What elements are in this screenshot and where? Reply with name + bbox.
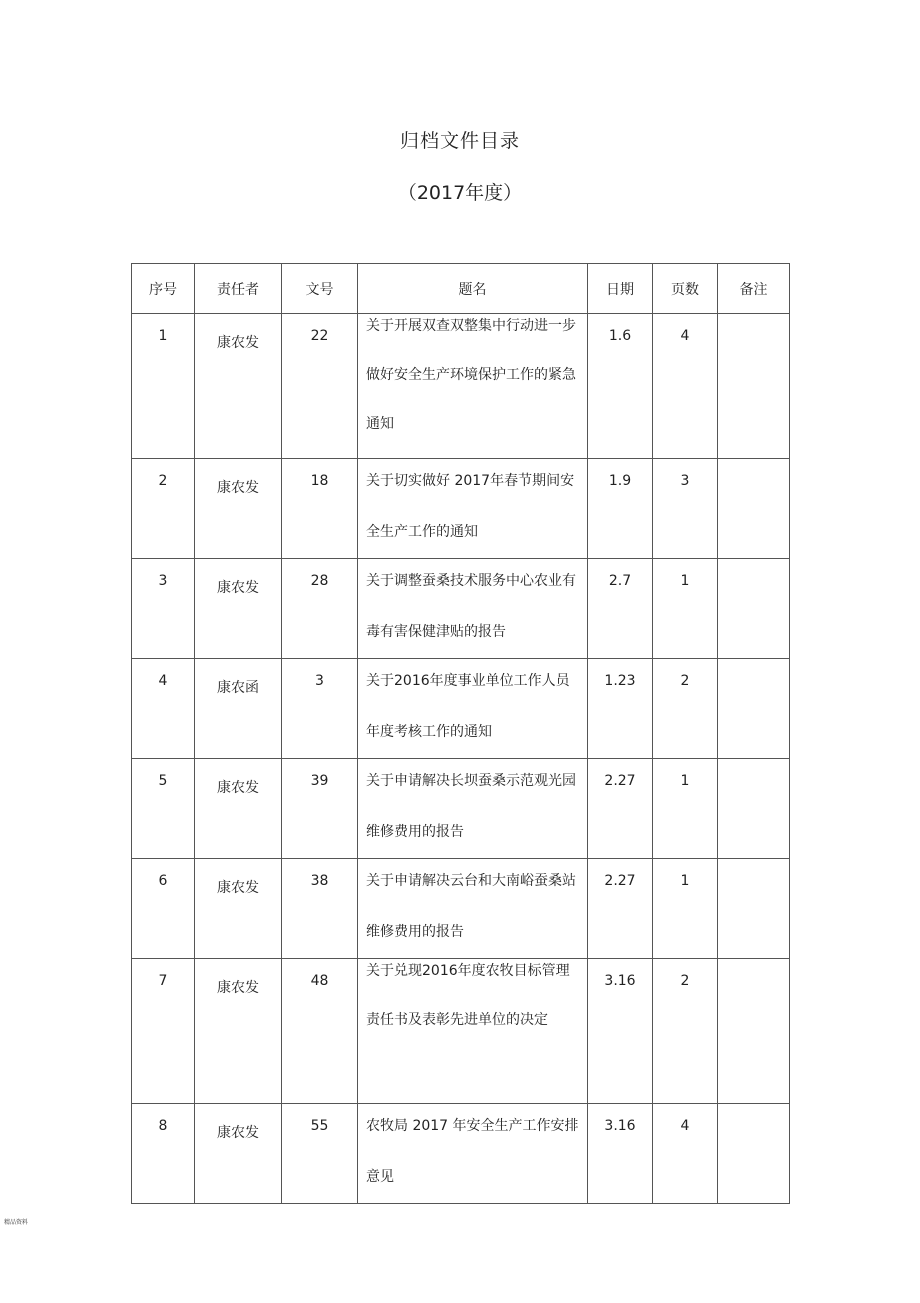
cell-title-text: 关于申请解决长坝蚕桑示范观光园维修费用的报告 — [366, 773, 576, 840]
cell-no: 6 — [132, 859, 195, 959]
cell-no: 4 — [132, 659, 195, 759]
cell-pages: 1 — [653, 859, 718, 959]
col-header-pages: 页数 — [653, 264, 718, 314]
cell-owner: 康农函 — [195, 659, 282, 759]
cell-title — [358, 1104, 588, 1204]
cell-doc: 39 — [282, 759, 358, 859]
cell-owner: 康农发 — [195, 314, 282, 459]
table-row — [132, 559, 790, 659]
cell-date: 2.27 — [588, 859, 653, 959]
cell-pages: 1 — [653, 559, 718, 659]
cell-note — [718, 659, 790, 759]
cell-note — [718, 459, 790, 559]
cell-title-text: 关于2016年度事业单位工作人员年度考核工作的通知 — [366, 673, 570, 740]
cell-pages: 2 — [653, 959, 718, 1104]
table-row — [132, 959, 790, 1104]
cell-note — [718, 959, 790, 1104]
cell-title-text: 关于开展双查双整集中行动进一步做好安全生产环境保护工作的紧急通知 — [366, 318, 576, 432]
cell-doc: 22 — [282, 314, 358, 459]
table-row — [132, 659, 790, 759]
table-row — [132, 859, 790, 959]
cell-pages: 2 — [653, 659, 718, 759]
cell-no: 3 — [132, 559, 195, 659]
cell-doc: 38 — [282, 859, 358, 959]
cell-owner: 康农发 — [195, 959, 282, 1104]
cell-note — [718, 559, 790, 659]
cell-title — [358, 959, 588, 1104]
cell-owner: 康农发 — [195, 759, 282, 859]
cell-note — [718, 759, 790, 859]
cell-pages: 3 — [653, 459, 718, 559]
cell-title — [358, 859, 588, 959]
archive-table — [131, 263, 790, 1204]
col-header-no: 序号 — [132, 264, 195, 314]
cell-no: 5 — [132, 759, 195, 859]
cell-title — [358, 314, 588, 459]
col-header-doc: 文号 — [282, 264, 358, 314]
cell-doc: 28 — [282, 559, 358, 659]
cell-title — [358, 559, 588, 659]
cell-doc: 48 — [282, 959, 358, 1104]
col-header-date: 日期 — [588, 264, 653, 314]
cell-owner: 康农发 — [195, 1104, 282, 1204]
page-title: 归档文件目录 — [399, 130, 520, 152]
cell-pages: 4 — [653, 1104, 718, 1204]
cell-no: 2 — [132, 459, 195, 559]
table-row — [132, 459, 790, 559]
cell-doc: 18 — [282, 459, 358, 559]
table-row — [132, 1104, 790, 1204]
cell-doc: 3 — [282, 659, 358, 759]
cell-owner: 康农发 — [195, 559, 282, 659]
table-row — [132, 759, 790, 859]
cell-date: 1.6 — [588, 314, 653, 459]
cell-title-text: 关于兑现2016年度农牧目标管理责任书及表彰先进单位的决定 — [366, 963, 570, 1028]
col-header-owner: 责任者 — [195, 264, 282, 314]
cell-date: 2.27 — [588, 759, 653, 859]
table-row — [132, 314, 790, 459]
col-header-title: 题名 — [358, 264, 588, 314]
cell-date: 1.9 — [588, 459, 653, 559]
cell-title — [358, 659, 588, 759]
cell-note — [718, 1104, 790, 1204]
footer-text: 精品资料 — [4, 1219, 29, 1226]
cell-pages: 4 — [653, 314, 718, 459]
cell-pages: 1 — [653, 759, 718, 859]
cell-title — [358, 759, 588, 859]
cell-title — [358, 459, 588, 559]
cell-no: 7 — [132, 959, 195, 1104]
cell-date: 3.16 — [588, 959, 653, 1104]
cell-date: 3.16 — [588, 1104, 653, 1204]
cell-title-text: 农牧局 2017 年安全生产工作安排意见 — [366, 1118, 579, 1185]
cell-title-text: 关于切实做好 2017年春节期间安全生产工作的通知 — [366, 473, 575, 540]
cell-note — [718, 859, 790, 959]
cell-title-text: 关于申请解决云台和大南峪蚕桑站维修费用的报告 — [366, 873, 576, 940]
cell-no: 8 — [132, 1104, 195, 1204]
cell-date: 2.7 — [588, 559, 653, 659]
page-subtitle: （2017年度） — [397, 182, 523, 204]
cell-note — [718, 314, 790, 459]
cell-no: 1 — [132, 314, 195, 459]
cell-title-text: 关于调整蚕桑技术服务中心农业有毒有害保健津贴的报告 — [366, 573, 576, 640]
cell-owner: 康农发 — [195, 859, 282, 959]
cell-doc: 55 — [282, 1104, 358, 1204]
cell-date: 1.23 — [588, 659, 653, 759]
cell-owner: 康农发 — [195, 459, 282, 559]
col-header-note: 备注 — [718, 264, 790, 314]
